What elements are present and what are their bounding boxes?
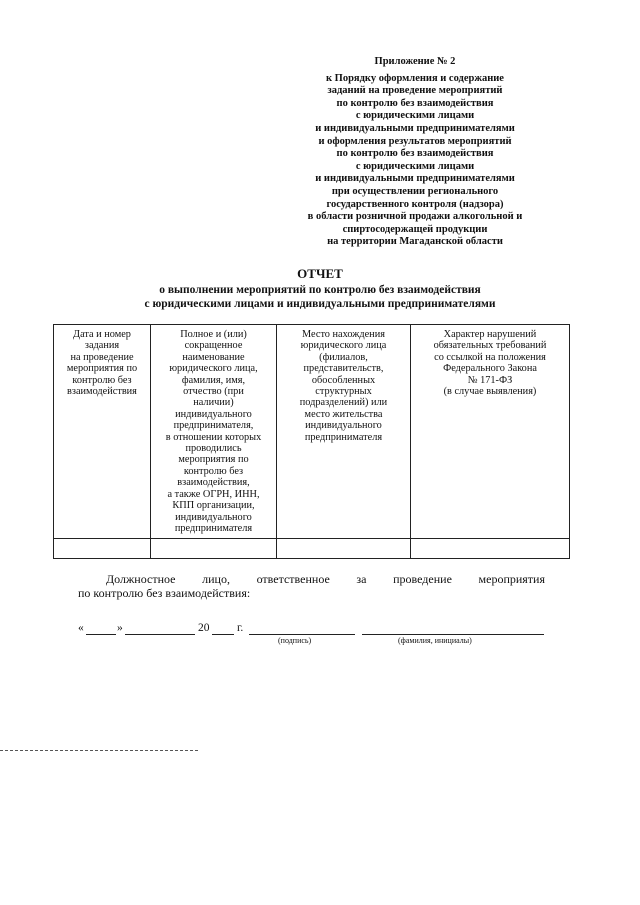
responsible-official	[78, 572, 545, 600]
appendix-line: при осуществлении регионального	[331, 185, 499, 197]
header-line: (в случае выявления)	[443, 386, 537, 398]
header-line: Место нахождения	[302, 329, 385, 340]
appendix-line: спиртосодержащей продукции	[342, 223, 488, 235]
column-header-date-number	[54, 325, 151, 539]
header-line: Полное и (или)	[180, 329, 247, 340]
report-subtitle-line: с юридическими лицами и индивидуальными предпринимателями	[144, 297, 496, 310]
header-line: предпринимателя	[174, 522, 253, 534]
appendix-line: с юридическими лицами	[355, 160, 475, 172]
header-line: а также ОГРН, ИНН,	[167, 488, 260, 500]
header-line: на проведение	[70, 351, 134, 363]
appendix-number: Приложение № 2	[374, 56, 456, 67]
table-header-row	[54, 325, 570, 539]
table-row	[54, 539, 570, 559]
name-initials-caption: (фамилия, инициалы)	[398, 636, 472, 645]
appendix-line: и оформления результатов мероприятий	[318, 135, 512, 147]
appendix-line: и индивидуальными предпринимателями	[315, 122, 515, 134]
header-line: в отношении которых	[165, 431, 262, 443]
header-line: сокращенное	[184, 340, 243, 352]
header-line: Дата и номер	[73, 329, 131, 340]
column-header-location	[277, 325, 411, 539]
table-cell[interactable]	[411, 539, 570, 559]
appendix-line: к Порядку оформления и содержание	[326, 72, 504, 84]
official-line-1: Должностное лицо, ответственное за проведение мероприятия	[106, 572, 545, 586]
report-table	[53, 324, 570, 559]
header-line: индивидуального	[175, 408, 252, 420]
appendix-line: заданий на проведение мероприятий	[327, 85, 503, 97]
appendix-line: по контролю без взаимодействия	[336, 148, 494, 160]
header-line: контролю без	[72, 374, 132, 386]
signature-row	[78, 622, 548, 652]
header-line: (филиалов,	[319, 351, 368, 363]
appendix-line: государственного контроля (надзора)	[326, 198, 504, 210]
column-header-violations	[411, 325, 570, 539]
header-line: отчество (при	[183, 386, 244, 398]
year-prefix: 20	[198, 622, 210, 634]
header-line: юридического лица	[300, 340, 387, 352]
footnote-separator	[0, 750, 198, 751]
header-line: наименование	[182, 351, 245, 363]
header-line: № 171-ФЗ	[467, 374, 513, 386]
header-line: мероприятия по	[178, 454, 249, 466]
header-line: фамилия, имя,	[181, 374, 246, 386]
year-suffix: г.	[237, 622, 244, 634]
table-cell[interactable]	[277, 539, 411, 559]
header-line: обязательных требований	[433, 340, 547, 352]
header-line: Федерального Закона	[443, 363, 537, 375]
header-line: обособленных	[311, 374, 376, 386]
signature-field[interactable]	[249, 622, 355, 635]
report-title: ОТЧЕТ	[297, 266, 343, 281]
header-line: мероприятия по	[66, 363, 138, 375]
header-line: предпринимателя,	[173, 420, 254, 432]
header-line: индивидуального	[305, 420, 382, 432]
appendix-line: и индивидуальными предпринимателями	[315, 173, 515, 185]
close-quote: »	[117, 622, 123, 634]
report-subtitle	[40, 284, 600, 311]
month-field[interactable]	[125, 622, 195, 635]
table-cell[interactable]	[54, 539, 151, 559]
official-line-2: по контролю без взаимодействия:	[78, 586, 251, 600]
header-line: проводились	[185, 443, 242, 455]
header-line: наличии)	[193, 397, 234, 409]
header-line: предпринимателя	[304, 431, 383, 443]
table-cell[interactable]	[151, 539, 277, 559]
appendix-line: с юридическими лицами	[355, 110, 475, 122]
header-line: взаимодействия,	[177, 477, 250, 489]
appendix-line: на территории Магаданской области	[327, 236, 503, 248]
appendix-line: по контролю без взаимодействия	[336, 97, 494, 109]
open-quote: «	[78, 622, 84, 634]
header-line: со ссылкой на положения	[434, 351, 546, 363]
header-line: контролю без	[183, 465, 244, 477]
report-subtitle-line: о выполнении мероприятий по контролю без взаимодействия	[159, 284, 481, 296]
day-field[interactable]	[86, 622, 116, 635]
appendix-line: в области розничной продажи алкогольной и	[307, 211, 523, 223]
column-header-entity-name	[151, 325, 277, 539]
header-line: КПП организации,	[172, 500, 255, 512]
appendix-header	[265, 56, 565, 249]
header-line: юридического лица,	[169, 363, 258, 375]
year-field[interactable]	[212, 622, 234, 635]
header-line: Характер нарушений	[443, 329, 537, 340]
header-line: задания	[84, 340, 120, 352]
header-line: индивидуального	[175, 511, 252, 523]
signature-caption: (подпись)	[278, 636, 312, 645]
header-line: представительств,	[303, 363, 384, 375]
header-line: взаимодействия	[67, 386, 137, 398]
name-initials-field[interactable]	[362, 622, 544, 635]
header-line: место жительства	[304, 408, 383, 420]
header-line: подразделений) или	[299, 397, 388, 409]
header-line: структурных	[315, 386, 372, 398]
